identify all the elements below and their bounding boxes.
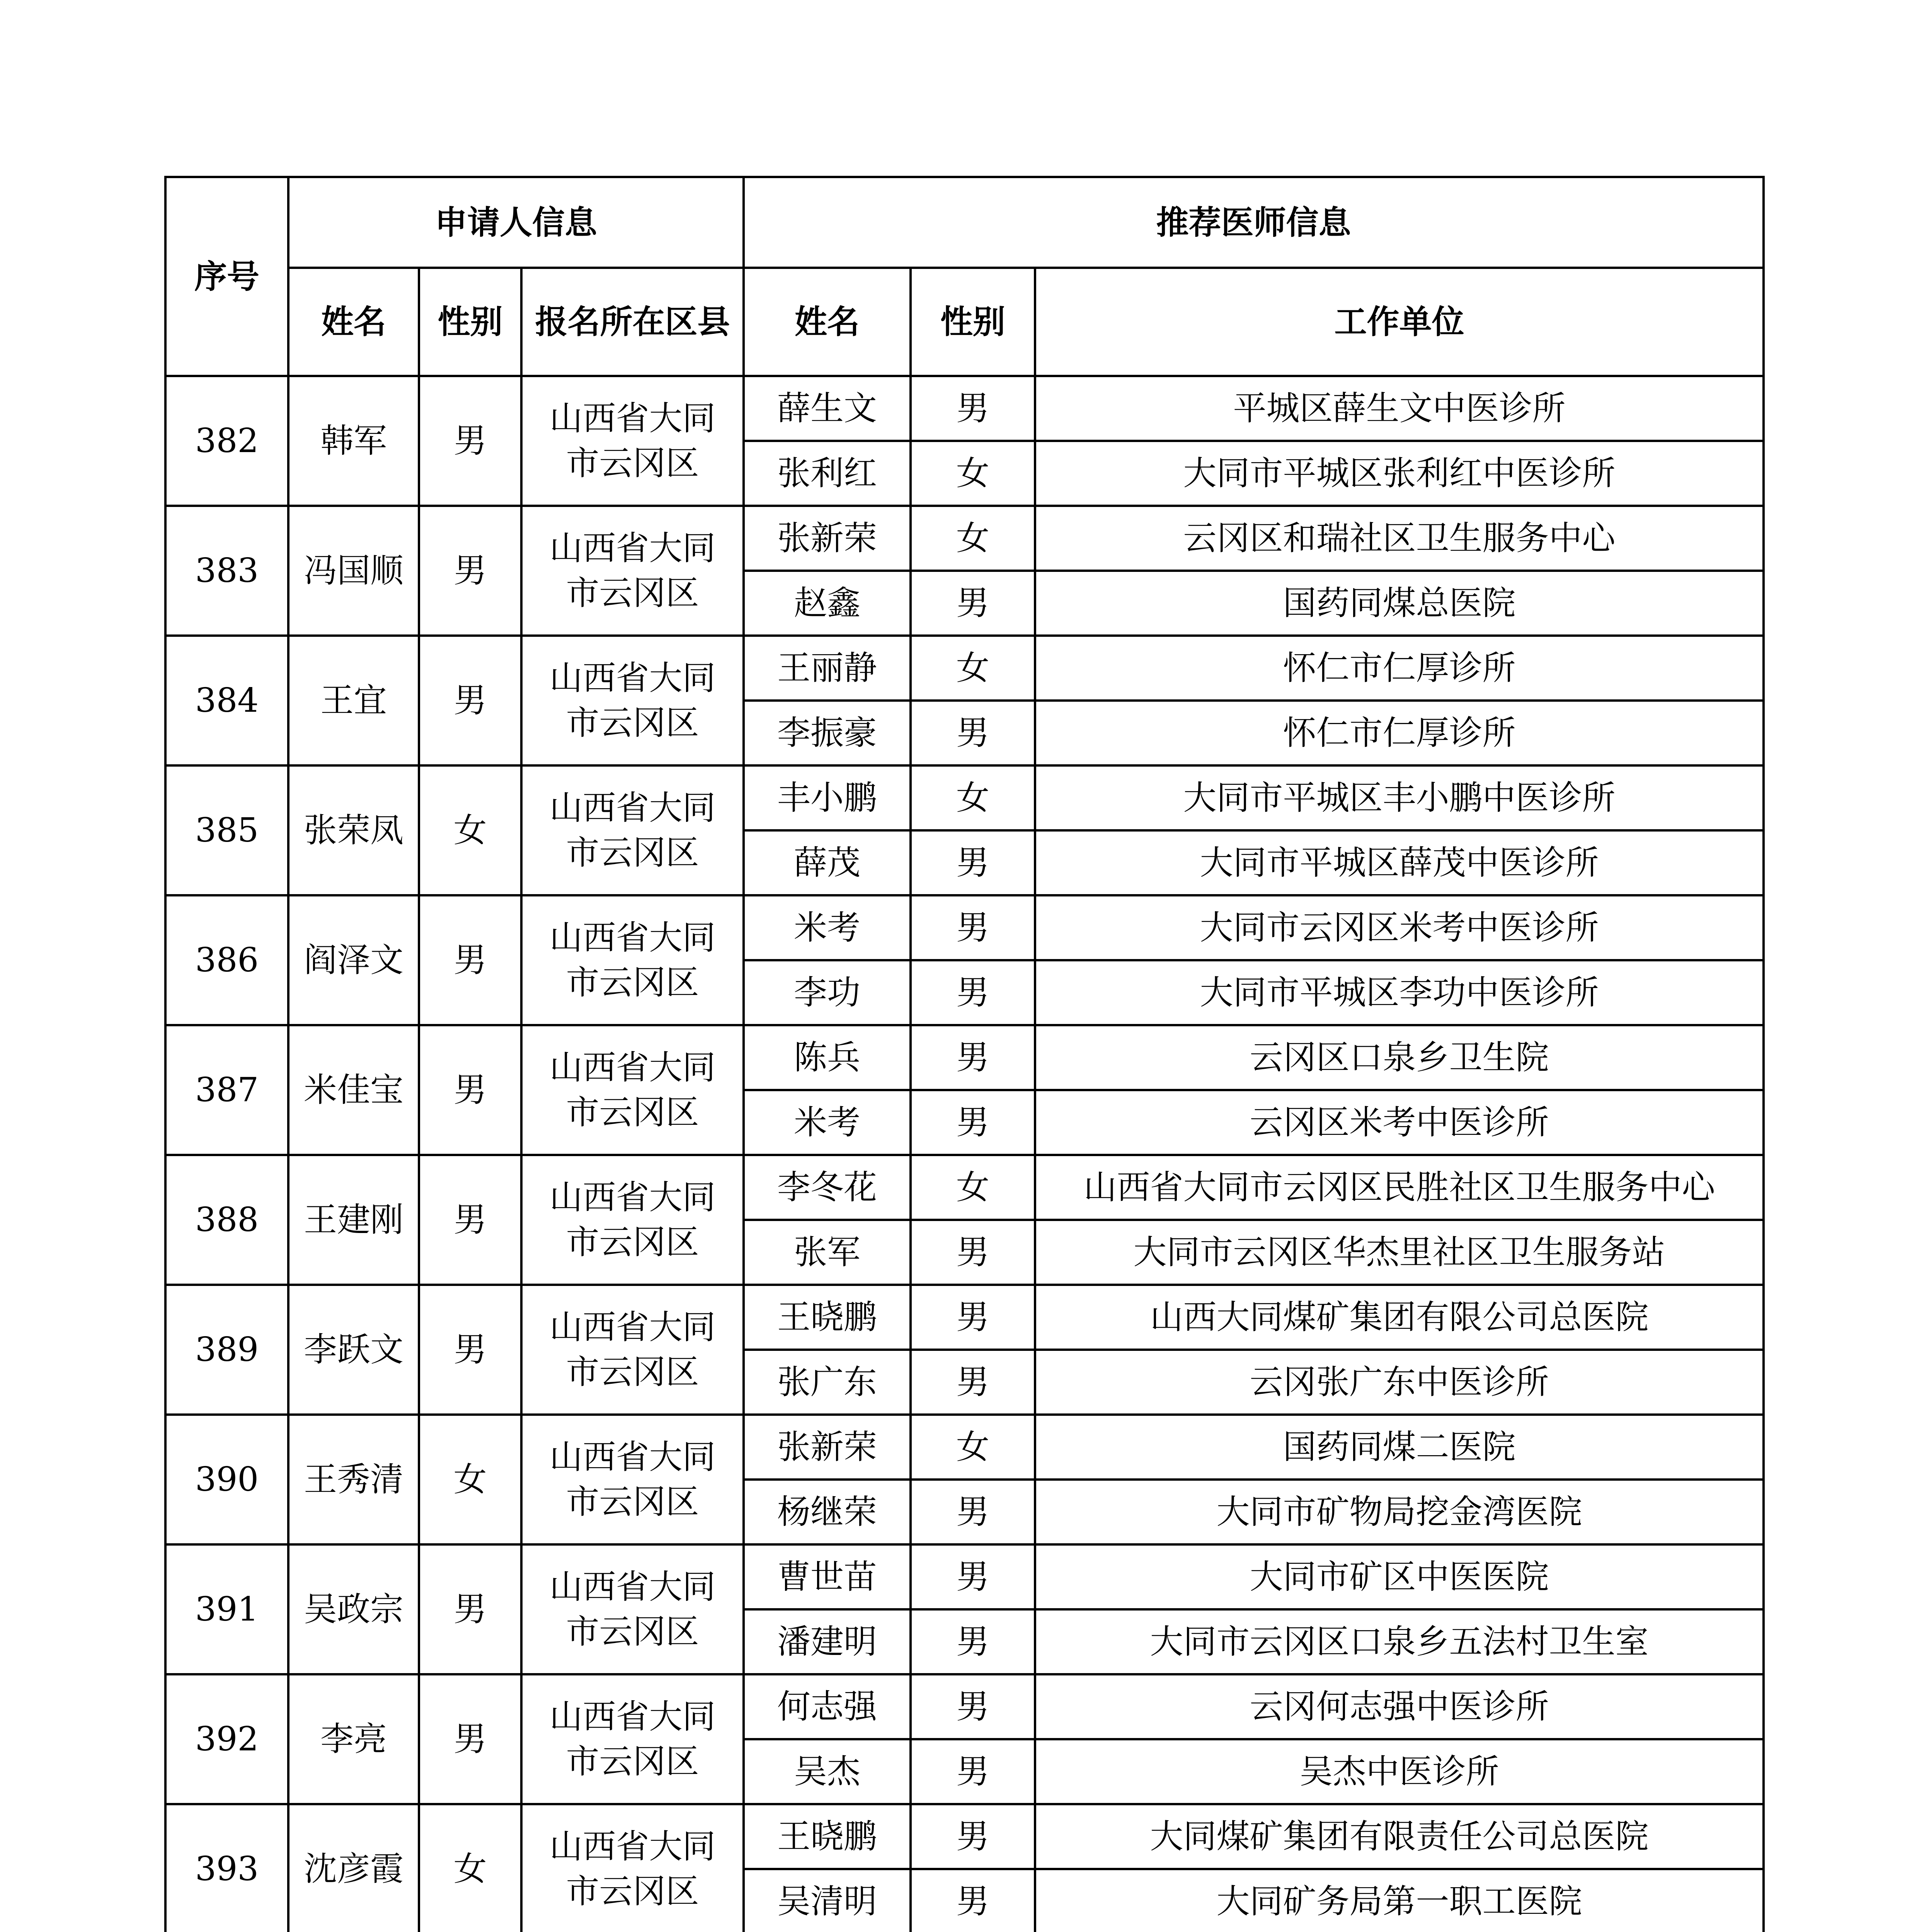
doctor-name: 吴杰 [744,1739,911,1804]
doctor-gender: 女 [911,506,1035,571]
doctor-gender: 男 [911,830,1035,895]
doctor-gender: 男 [911,1804,1035,1869]
applicant-region: 山西省大同市云冈区 [521,1025,744,1155]
applicant-region: 山西省大同市云冈区 [521,1155,744,1285]
row-index: 393 [165,1804,288,1932]
doctor-name: 张新荣 [744,1415,911,1480]
doctor-gender: 男 [911,701,1035,765]
applicant-gender: 男 [419,1025,521,1155]
doctor-name: 李振豪 [744,701,911,765]
applicant-name: 米佳宝 [288,1025,419,1155]
header-doctor-gender: 性别 [911,268,1035,376]
applicant-name: 李跃文 [288,1285,419,1415]
doctor-name: 李冬花 [744,1155,911,1220]
row-index: 392 [165,1674,288,1804]
applicant-region: 山西省大同市云冈区 [521,1804,744,1932]
doctor-name: 吴清明 [744,1869,911,1932]
doctor-gender: 男 [911,1090,1035,1155]
applicant-name: 吴政宗 [288,1544,419,1674]
doctor-unit: 平城区薛生文中医诊所 [1035,376,1764,441]
doctor-unit: 大同矿务局第一职工医院 [1035,1869,1764,1932]
doctor-unit: 大同市云冈区华杰里社区卫生服务站 [1035,1220,1764,1285]
row-index: 389 [165,1285,288,1415]
doctor-gender: 男 [911,960,1035,1025]
applicant-region: 山西省大同市云冈区 [521,636,744,765]
doctor-unit: 大同市平城区张利红中医诊所 [1035,441,1764,506]
header-doctor-group: 推荐医师信息 [744,177,1764,268]
doctor-gender: 男 [911,1025,1035,1090]
row-index: 388 [165,1155,288,1285]
doctor-unit: 大同市矿物局挖金湾医院 [1035,1480,1764,1544]
doctor-gender: 女 [911,765,1035,830]
applicant-region: 山西省大同市云冈区 [521,1415,744,1544]
doctor-gender: 男 [911,1350,1035,1415]
doctor-name: 张新荣 [744,506,911,571]
table-row [165,1025,1764,1090]
doctor-name: 陈兵 [744,1025,911,1090]
applicant-gender: 女 [419,1415,521,1544]
header-doctor-name: 姓名 [744,268,911,376]
doctor-unit: 云冈区口泉乡卫生院 [1035,1025,1764,1090]
doctor-unit: 怀仁市仁厚诊所 [1035,636,1764,701]
doctor-unit: 山西大同煤矿集团有限公司总医院 [1035,1285,1764,1350]
doctor-gender: 男 [911,1739,1035,1804]
applicant-gender: 男 [419,1155,521,1285]
doctor-name: 王晓鹏 [744,1804,911,1869]
doctor-unit: 云冈何志强中医诊所 [1035,1674,1764,1739]
doctor-gender: 男 [911,376,1035,441]
row-index: 390 [165,1415,288,1544]
doctor-name: 薛茂 [744,830,911,895]
doctor-name: 杨继荣 [744,1480,911,1544]
applicant-gender: 男 [419,1285,521,1415]
doctor-unit: 吴杰中医诊所 [1035,1739,1764,1804]
doctor-gender: 女 [911,1155,1035,1220]
doctor-unit: 大同市云冈区米考中医诊所 [1035,895,1764,960]
table-row [165,765,1764,830]
applicant-gender: 男 [419,376,521,506]
applicant-name: 沈彦霞 [288,1804,419,1932]
doctor-unit: 大同市平城区薛茂中医诊所 [1035,830,1764,895]
doctor-unit: 国药同煤二医院 [1035,1415,1764,1480]
applicant-region: 山西省大同市云冈区 [521,376,744,506]
applicant-gender: 男 [419,895,521,1025]
row-index: 383 [165,506,288,636]
table-row [165,1544,1764,1609]
header-index: 序号 [165,177,288,376]
doctor-name: 薛生文 [744,376,911,441]
doctor-unit: 怀仁市仁厚诊所 [1035,701,1764,765]
applicant-name: 王建刚 [288,1155,419,1285]
doctor-name: 张广东 [744,1350,911,1415]
doctor-gender: 男 [911,1869,1035,1932]
doctor-gender: 女 [911,636,1035,701]
table-row [165,895,1764,960]
table-row [165,1674,1764,1739]
doctor-name: 王丽静 [744,636,911,701]
doctor-gender: 男 [911,1544,1035,1609]
doctor-unit: 大同市平城区丰小鹏中医诊所 [1035,765,1764,830]
doctor-gender: 男 [911,1674,1035,1739]
row-index: 386 [165,895,288,1025]
doctor-gender: 男 [911,1220,1035,1285]
applicant-gender: 男 [419,1674,521,1804]
row-index: 391 [165,1544,288,1674]
doctor-name: 曹世苗 [744,1544,911,1609]
header-applicant-region: 报名所在区县 [521,268,744,376]
doctor-name: 王晓鹏 [744,1285,911,1350]
table-row [165,376,1764,441]
applicant-gender: 女 [419,1804,521,1932]
applicant-table [164,176,1765,1932]
doctor-unit: 云冈区和瑞社区卫生服务中心 [1035,506,1764,571]
doctor-unit: 大同市平城区李功中医诊所 [1035,960,1764,1025]
doctor-name: 米考 [744,895,911,960]
table-row [165,1285,1764,1350]
row-index: 384 [165,636,288,765]
doctor-gender: 女 [911,1415,1035,1480]
header-applicant-name: 姓名 [288,268,419,376]
applicant-name: 张荣凤 [288,765,419,895]
doctor-gender: 男 [911,571,1035,636]
applicant-region: 山西省大同市云冈区 [521,506,744,636]
doctor-gender: 男 [911,1480,1035,1544]
table-row [165,1415,1764,1480]
doctor-unit: 山西省大同市云冈区民胜社区卫生服务中心 [1035,1155,1764,1220]
header-doctor-unit: 工作单位 [1035,268,1764,376]
header-applicant-group: 申请人信息 [288,177,744,268]
row-index: 385 [165,765,288,895]
table-row [165,506,1764,571]
doctor-unit: 云冈张广东中医诊所 [1035,1350,1764,1415]
doctor-unit: 大同市云冈区口泉乡五法村卫生室 [1035,1609,1764,1674]
applicant-region: 山西省大同市云冈区 [521,765,744,895]
applicant-gender: 男 [419,1544,521,1674]
doctor-name: 张军 [744,1220,911,1285]
applicant-gender: 男 [419,636,521,765]
applicant-gender: 男 [419,506,521,636]
row-index: 387 [165,1025,288,1155]
header-applicant-gender: 性别 [419,268,521,376]
doctor-unit: 国药同煤总医院 [1035,571,1764,636]
applicant-name: 冯国顺 [288,506,419,636]
doctor-gender: 男 [911,1285,1035,1350]
applicant-region: 山西省大同市云冈区 [521,1544,744,1674]
applicant-gender: 女 [419,765,521,895]
applicant-name: 阎泽文 [288,895,419,1025]
doctor-name: 丰小鹏 [744,765,911,830]
applicant-region: 山西省大同市云冈区 [521,1285,744,1415]
doctor-name: 何志强 [744,1674,911,1739]
doctor-name: 潘建明 [744,1609,911,1674]
doctor-name: 米考 [744,1090,911,1155]
doctor-gender: 男 [911,1609,1035,1674]
applicant-region: 山西省大同市云冈区 [521,895,744,1025]
table-row [165,1155,1764,1220]
table-body [165,376,1764,1932]
doctor-name: 李功 [744,960,911,1025]
table-row [165,636,1764,701]
doctor-gender: 男 [911,895,1035,960]
applicant-name: 李亮 [288,1674,419,1804]
doctor-unit: 云冈区米考中医诊所 [1035,1090,1764,1155]
applicant-name: 王宜 [288,636,419,765]
doctor-name: 赵鑫 [744,571,911,636]
applicant-name: 韩军 [288,376,419,506]
table-row [165,1804,1764,1869]
applicant-region: 山西省大同市云冈区 [521,1674,744,1804]
doctor-unit: 大同煤矿集团有限责任公司总医院 [1035,1804,1764,1869]
applicant-name: 王秀清 [288,1415,419,1544]
row-index: 382 [165,376,288,506]
doctor-unit: 大同市矿区中医医院 [1035,1544,1764,1609]
doctor-gender: 女 [911,441,1035,506]
doctor-name: 张利红 [744,441,911,506]
